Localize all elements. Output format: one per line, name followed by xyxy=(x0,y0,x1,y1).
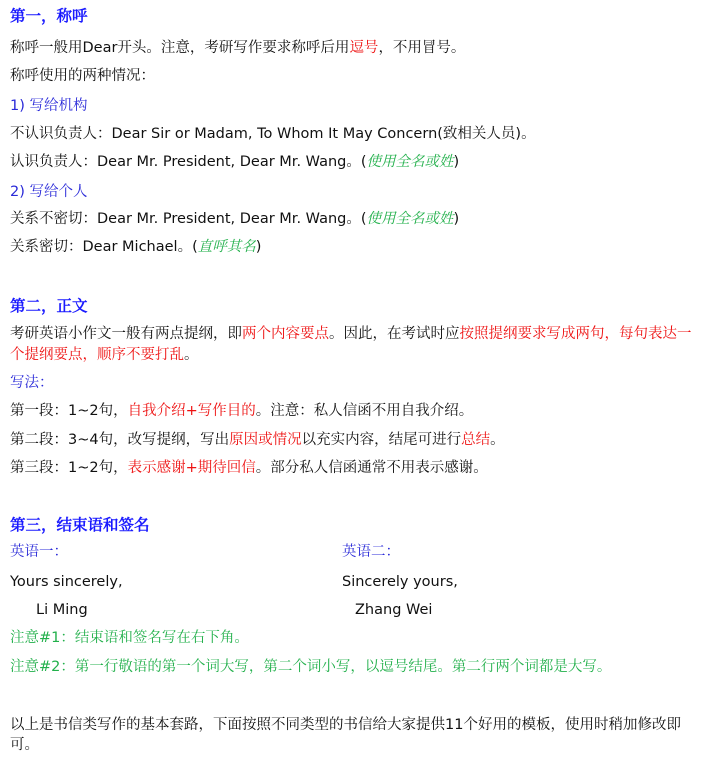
s1-subheading-1: 1) 写给机构 xyxy=(10,98,88,114)
s2-d1-text-a: 第一段：1~2句， xyxy=(10,403,128,419)
section-2-title: 第二，正文 xyxy=(10,297,88,315)
s1-l4-note: 直呼其名 xyxy=(197,239,256,255)
s2-d2-highlight-1: 原因或情况 xyxy=(229,432,302,448)
s1-line-3 xyxy=(10,209,459,229)
s2-p-highlight-2: 按照提纲要求写成两句，每句表达一个提纲要点，顺序不要打乱 xyxy=(10,326,692,363)
s2-p-highlight-1: 两个内容要点 xyxy=(242,326,329,342)
s2-d3-text-a: 第三段：1~2句， xyxy=(10,460,128,476)
note-2: 注意#2：第一行敬语的第一个词大写，第二个词小写，以逗号结尾。第二行两个词都是大写。 xyxy=(10,659,612,675)
s1-p1-text-a: 称呼一般用Dear开头。注意，考研写作要求称呼后用 xyxy=(10,40,350,56)
footer-paragraph: 以上是书信类写作的基本套路，下面按照不同类型的书信给大家提供11个好用的模板，使用时稍加修改即可。 xyxy=(10,717,681,753)
s1-l2-text-c: ) xyxy=(453,154,460,170)
note-1: 注意#1：结束语和签名写在右下角。 xyxy=(10,630,249,646)
s1-l2-note: 使用全名或姓 xyxy=(366,154,454,170)
english-1-closing: Yours sincerely, xyxy=(10,574,123,590)
s2-paragraph-3 xyxy=(10,458,488,478)
s2-d3-text-c: 。部分私人信函通常不用表示感谢。 xyxy=(255,460,488,476)
s2-d2-text-e: 。 xyxy=(490,432,505,448)
s1-p1-highlight: 逗号 xyxy=(349,40,379,56)
s2-paragraph-1 xyxy=(10,401,473,421)
s1-line-1: 不认识负责人：Dear Sir or Madam, To Whom It May Concern(致相关人员)。 xyxy=(10,126,536,142)
english-2-closing: Sincerely yours, xyxy=(342,574,458,590)
s2-p-text-a: 考研英语小作文一般有两点提纲，即 xyxy=(10,326,242,342)
s1-l2-text-a: 认识负责人：Dear Mr. President, Dear Mr. Wang。( xyxy=(10,154,367,170)
section-3-title: 第三，结束语和签名 xyxy=(10,516,150,534)
s2-p-text-e: 。 xyxy=(184,347,199,363)
s1-subheading-2: 2) 写给个人 xyxy=(10,184,88,200)
s2-method-label: 写法： xyxy=(10,375,54,391)
section-1-title: 第一，称呼 xyxy=(10,7,88,25)
s1-p1-text-c: ，不用冒号。 xyxy=(378,40,466,56)
s2-d2-text-c: 以充实内容，结尾可进行 xyxy=(301,432,462,448)
s1-line-2 xyxy=(10,152,459,172)
s2-p-text-c: 。因此，在考试时应 xyxy=(329,326,460,342)
s1-line-4 xyxy=(10,237,261,257)
s2-d2-highlight-2: 总结 xyxy=(461,432,491,448)
s1-l3-text-c: ) xyxy=(453,211,460,227)
english-2-signature: Zhang Wei xyxy=(355,602,433,618)
s2-d3-highlight: 表示感谢+期待回信 xyxy=(127,460,256,476)
s1-paragraph-2: 称呼使用的两种情况： xyxy=(10,68,155,84)
s1-l3-note: 使用全名或姓 xyxy=(366,211,454,227)
english-1-label: 英语一： xyxy=(10,544,68,560)
english-1-signature: Li Ming xyxy=(36,602,88,618)
s2-d2-text-a: 第二段：3~4句，改写提纲，写出 xyxy=(10,432,230,448)
s2-d1-highlight: 自我介绍+写作目的 xyxy=(127,403,256,419)
s1-l3-text-a: 关系不密切：Dear Mr. President, Dear Mr. Wang。( xyxy=(10,211,367,227)
s2-d1-text-c: 。注意：私人信函不用自我介绍。 xyxy=(255,403,474,419)
s1-l4-text-a: 关系密切：Dear Michael。( xyxy=(10,239,198,255)
s2-paragraph-2 xyxy=(10,430,505,450)
s2-paragraph xyxy=(10,324,694,366)
s1-paragraph-1 xyxy=(10,38,465,58)
s1-l4-text-c: ) xyxy=(255,239,262,255)
english-2-label: 英语二： xyxy=(342,544,400,560)
